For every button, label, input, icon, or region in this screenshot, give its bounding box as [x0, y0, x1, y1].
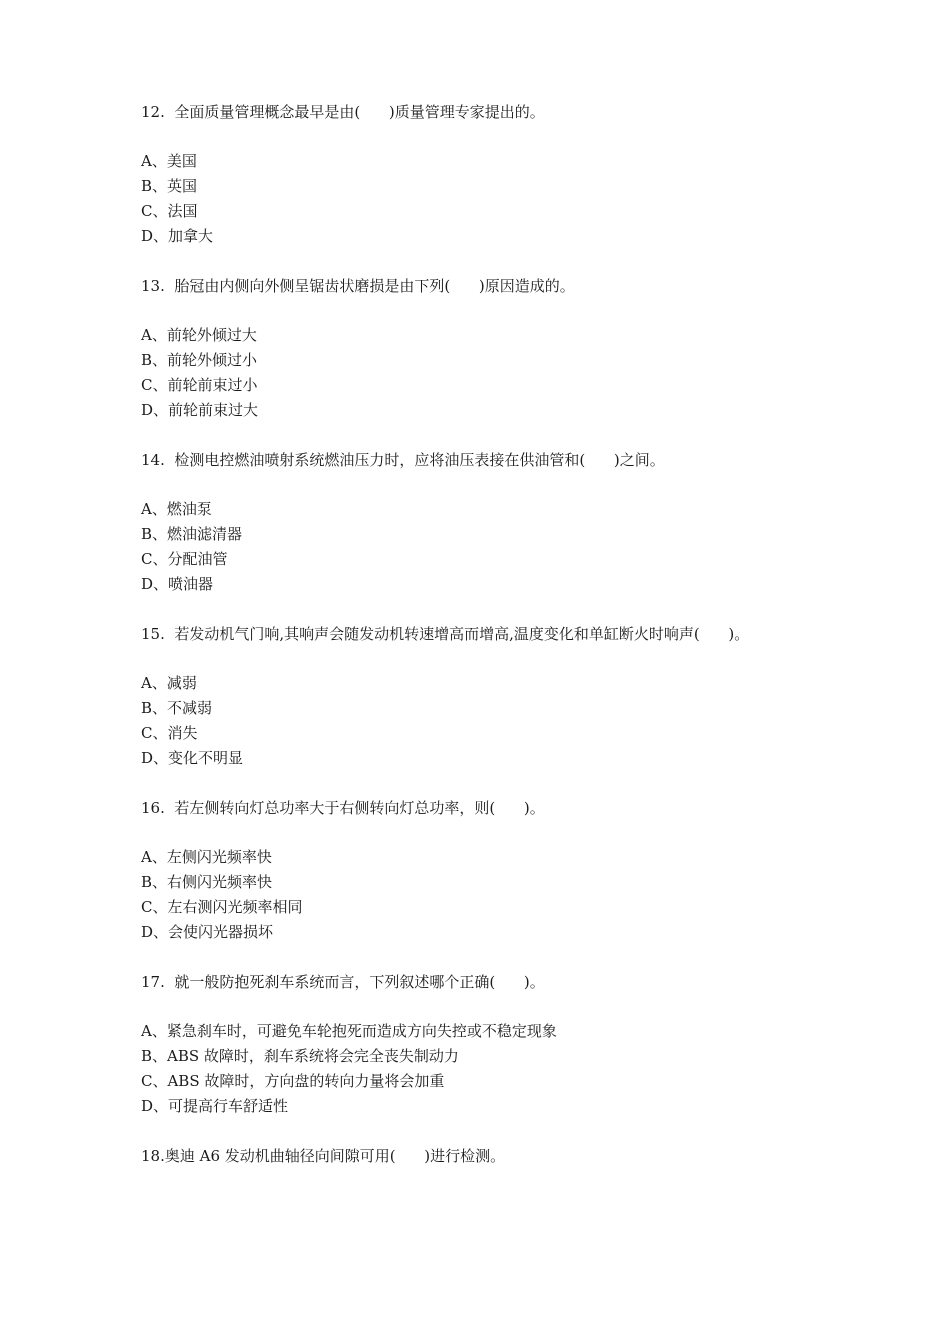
option-b: B、不减弱 [141, 699, 213, 717]
option-list [141, 149, 841, 249]
option-b: B、英国 [141, 177, 198, 195]
option-d: D、加拿大 [141, 227, 214, 245]
question-18-text: 18.奥迪 A6 发动机曲轴径向间隙可用( )进行检测。 [141, 1147, 506, 1165]
option-b: B、ABS 故障时，刹车系统将会完全丧失制动力 [141, 1047, 459, 1065]
option-d: D、会使闪光器损坏 [141, 923, 274, 941]
option-c: C、前轮前束过小 [141, 376, 258, 394]
option-c: C、ABS 故障时，方向盘的转向力量将会加重 [141, 1072, 445, 1090]
question-block [141, 796, 841, 945]
option-d: D、前轮前束过大 [141, 401, 259, 419]
option-b: B、右侧闪光频率快 [141, 873, 273, 891]
option-a: A、左侧闪光频率快 [141, 848, 272, 866]
option-c: C、分配油管 [141, 550, 228, 568]
option-list [141, 323, 841, 423]
question-13-text: 13. 胎冠由内侧向外侧呈锯齿状磨损是由下列( )原因造成的。 [141, 277, 575, 295]
option-a: A、紧急刹车时，可避免车轮抱死而造成方向失控或不稳定现象 [141, 1022, 557, 1040]
question-block [141, 970, 841, 1119]
option-list [141, 497, 841, 597]
question-block [141, 100, 841, 249]
option-b: B、前轮外倾过小 [141, 351, 258, 369]
option-d: D、可提高行车舒适性 [141, 1097, 289, 1115]
option-d: D、喷油器 [141, 575, 214, 593]
question-block [141, 274, 841, 423]
question-14-text: 14. 检测电控燃油喷射系统燃油压力时，应将油压表接在供油管和( )之间。 [141, 451, 665, 469]
question-16-text: 16. 若左侧转向灯总功率大于右侧转向灯总功率，则( )。 [141, 799, 545, 817]
option-list [141, 845, 841, 945]
option-a: A、前轮外倾过大 [141, 326, 257, 344]
document-page [141, 100, 841, 1169]
option-b: B、燃油滤清器 [141, 525, 243, 543]
option-d: D、变化不明显 [141, 749, 244, 767]
option-c: C、左右测闪光频率相同 [141, 898, 303, 916]
option-c: C、消失 [141, 724, 198, 742]
question-block [141, 1144, 841, 1169]
question-15-text: 15. 若发动机气门响,其响声会随发动机转速增高而增高,温度变化和单缸断火时响声( )。 [141, 625, 750, 643]
option-a: A、燃油泵 [141, 500, 212, 518]
question-block [141, 622, 841, 771]
option-c: C、法国 [141, 202, 198, 220]
question-block [141, 448, 841, 597]
option-list [141, 671, 841, 771]
option-list [141, 1019, 841, 1119]
question-17-text: 17. 就一般防抱死刹车系统而言，下列叙述哪个正确( )。 [141, 973, 545, 991]
option-a: A、美国 [141, 152, 197, 170]
option-a: A、减弱 [141, 674, 197, 692]
question-12-text: 12. 全面质量管理概念最早是由( )质量管理专家提出的。 [141, 103, 545, 121]
